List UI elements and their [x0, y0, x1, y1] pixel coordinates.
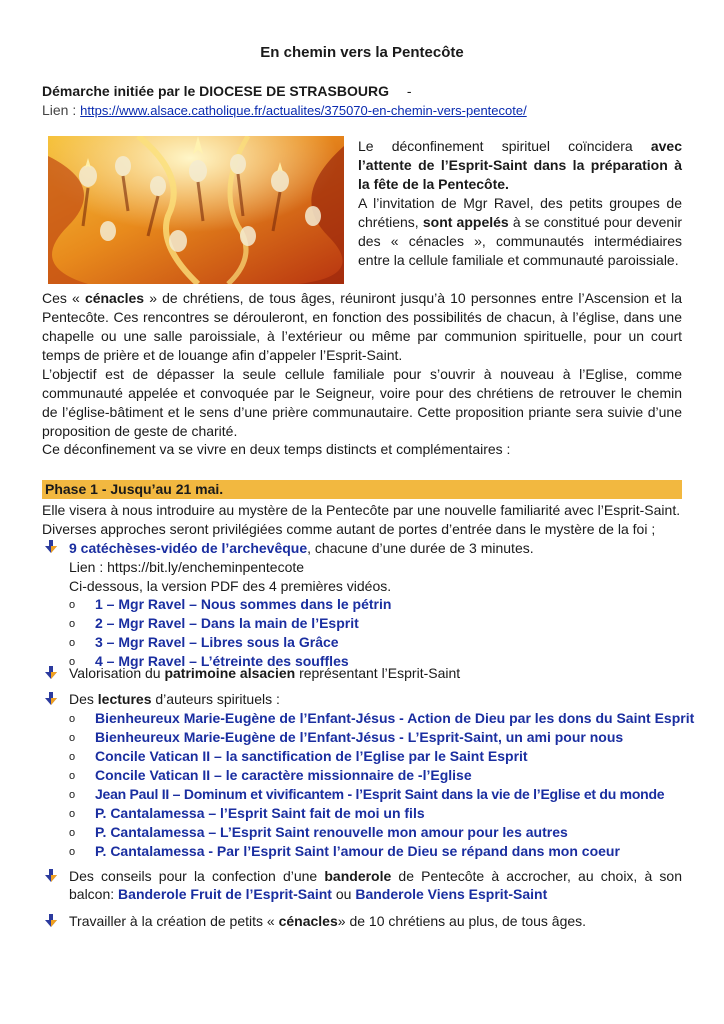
p1-text: Le déconfinement spirituel coïncidera	[358, 138, 651, 154]
b4-bold: banderole	[324, 868, 392, 884]
circle-icon: o	[69, 789, 76, 801]
b4-text: Des conseils pour la confection d’une	[69, 868, 325, 884]
banderole-links	[69, 886, 547, 902]
b5-bold: cénacles	[278, 913, 338, 929]
circle-icon: o	[69, 599, 76, 611]
b3-end: d’auteurs spirituels :	[151, 691, 280, 707]
bullet-lectures	[69, 691, 280, 707]
b5-text: Travailler à la création de petits «	[69, 913, 279, 929]
videos-link[interactable]: 9 catéchèses-vidéo de l’archevêque	[69, 540, 308, 556]
circle-icon: o	[69, 713, 76, 725]
circle-icon: o	[69, 637, 76, 649]
b2-bold: patrimoine alsacien	[164, 665, 296, 681]
b5-end: » de 10 chrétiens au plus, de tous âges.	[337, 913, 587, 929]
circle-icon: o	[69, 808, 76, 820]
circle-icon: o	[69, 732, 76, 744]
lecture-item[interactable]: Concile Vatican II – le caractère missionnaire de -l’Eglise	[95, 767, 472, 783]
lecture-item[interactable]: P. Cantalamessa - Par l’Esprit Saint l’amour de Dieu se répand dans mon coeur	[95, 843, 620, 859]
arrow-down-icon	[44, 914, 58, 928]
b2-end: représentant l’Esprit-Saint	[295, 665, 461, 681]
b3-bold: lectures	[97, 691, 152, 707]
paragraph-2	[358, 194, 682, 270]
bullet-videos	[69, 540, 534, 556]
lecture-item[interactable]: Bienheureux Marie-Eugène de l’Enfant-Jésus - L’Esprit-Saint, un ami pour nous	[95, 729, 624, 745]
demarche-label: Démarche initiée par le DIOCESE DE STRASBOURG	[42, 83, 389, 99]
p3-text: Ces «	[42, 290, 85, 306]
lecture-item[interactable]: Jean Paul II – Dominum et vivificantem - l’Esprit Saint dans la vie de l’Eglise et du monde	[95, 786, 665, 802]
p3-end: » de chrétiens, de tous âges, réuniront jusqu’à 10 personnes entre l’Ascension et la Pentecôte. Ces rencontres se dérouleront, en fonction des possibilités de chacun, à l’église, dans une chapelle ou une salle paroissiale, à l’extérieur ou même par communion spirituelle, pour un court temps de prière et de louange afin d’appeler l’Esprit-Saint.	[42, 290, 682, 363]
circle-icon: o	[69, 827, 76, 839]
pentecost-painting	[48, 136, 344, 284]
circle-icon: o	[69, 656, 76, 668]
circle-icon: o	[69, 751, 76, 763]
arrow-down-icon	[44, 666, 58, 680]
paragraph-5: Ce déconfinement va se vivre en deux temps distincts et complémentaires :	[42, 441, 511, 457]
lien-label: Lien :	[42, 102, 77, 118]
phase-line-2: Diverses approches seront privilégiées comme autant de portes d’entrée dans le mystère de la foi ;	[42, 521, 656, 537]
arrow-down-icon	[44, 540, 58, 554]
demarche-dash: -	[406, 83, 412, 99]
lecture-item[interactable]: Bienheureux Marie-Eugène de l’Enfant-Jésus - Action de Dieu par les dons du Saint Esprit	[95, 710, 695, 726]
b4-mid: de Pentecôte à accrocher, au choix, à son	[391, 868, 682, 884]
bullet-banderole	[69, 867, 682, 886]
banderole-fruit-link[interactable]: Banderole Fruit de l’Esprit-Saint	[118, 886, 332, 902]
circle-icon: o	[69, 770, 76, 782]
p2-end: à se constitué pour devenir des « cénacles », communautés intermédiaires entre la cellule familiale et communauté paroissiale.	[358, 214, 682, 268]
paragraph-3	[42, 289, 682, 365]
lecture-item[interactable]: Concile Vatican II – la sanctification de l’Eglise par le Saint Esprit	[95, 748, 528, 764]
lecture-item[interactable]: P. Cantalamessa – l’Esprit Saint fait de moi un fils	[95, 805, 425, 821]
video-item[interactable]: 2 – Mgr Ravel – Dans la main de l’Esprit	[95, 615, 359, 631]
bullet-patrimoine	[69, 665, 460, 681]
circle-icon: o	[69, 618, 76, 630]
video-item[interactable]: 3 – Mgr Ravel – Libres sous la Grâce	[95, 634, 339, 650]
demarche-line	[42, 83, 412, 99]
lecture-item[interactable]: P. Cantalamessa – L’Esprit Saint renouvelle mon amour pour les autres	[95, 824, 568, 840]
p2-bold: sont appelés	[422, 214, 509, 230]
b3-text: Des	[69, 691, 98, 707]
videos-lien: Lien : https://bit.ly/encheminpentecote	[69, 559, 305, 575]
videos-rest: , chacune d’une durée de 3 minutes.	[307, 540, 534, 556]
video-item[interactable]: 4 – Mgr Ravel – L’étreinte des souffles	[95, 653, 349, 669]
b2-text: Valorisation du	[69, 665, 165, 681]
p2-text: A l’invitation de Mgr Ravel, des petits groupes de chrétiens,	[358, 195, 682, 230]
paragraph-1	[358, 137, 682, 194]
b4-balcon: balcon:	[69, 886, 119, 902]
bullet-cenacles	[69, 913, 586, 929]
diocese-link[interactable]: https://www.alsace.catholique.fr/actualites/375070-en-chemin-vers-pentecote/	[80, 103, 527, 118]
p1-bold: avec l’attente de l’Esprit-Saint dans la préparation à la fête de la Pentecôte.	[358, 138, 682, 192]
banderole-viens-link[interactable]: Banderole Viens Esprit-Saint	[355, 886, 548, 902]
arrow-down-icon	[44, 692, 58, 706]
arrow-down-icon	[44, 869, 58, 883]
lien-line	[42, 102, 527, 118]
paragraph-4: L’objectif est de dépasser la seule cellule familiale pour s’ouvrir à nouveau à l’Eglise, comme communauté appelée et convoquée par le Seigneur, voire pour des chrétiens de retrouver le chemin de l’église-bâtiment et le sens d’une prière communautaire. Cette proposition priante sera suivie d’une proposition de geste de charité.	[42, 366, 682, 439]
videos-pdf: Ci-dessous, la version PDF des 4 premières vidéos.	[69, 578, 392, 594]
b4-or: ou	[331, 886, 356, 902]
page-title: En chemin vers la Pentecôte	[260, 44, 464, 61]
phase-line-1: Elle visera à nous introduire au mystère de la Pentecôte par une nouvelle familiarité avec l’Esprit-Saint.	[42, 502, 681, 518]
circle-icon: o	[69, 846, 76, 858]
video-item[interactable]: 1 – Mgr Ravel – Nous sommes dans le pétrin	[95, 596, 392, 612]
p3-bold: cénacles	[84, 290, 145, 306]
phase-1-heading: Phase 1 - Jusqu’au 21 mai.	[42, 480, 682, 499]
